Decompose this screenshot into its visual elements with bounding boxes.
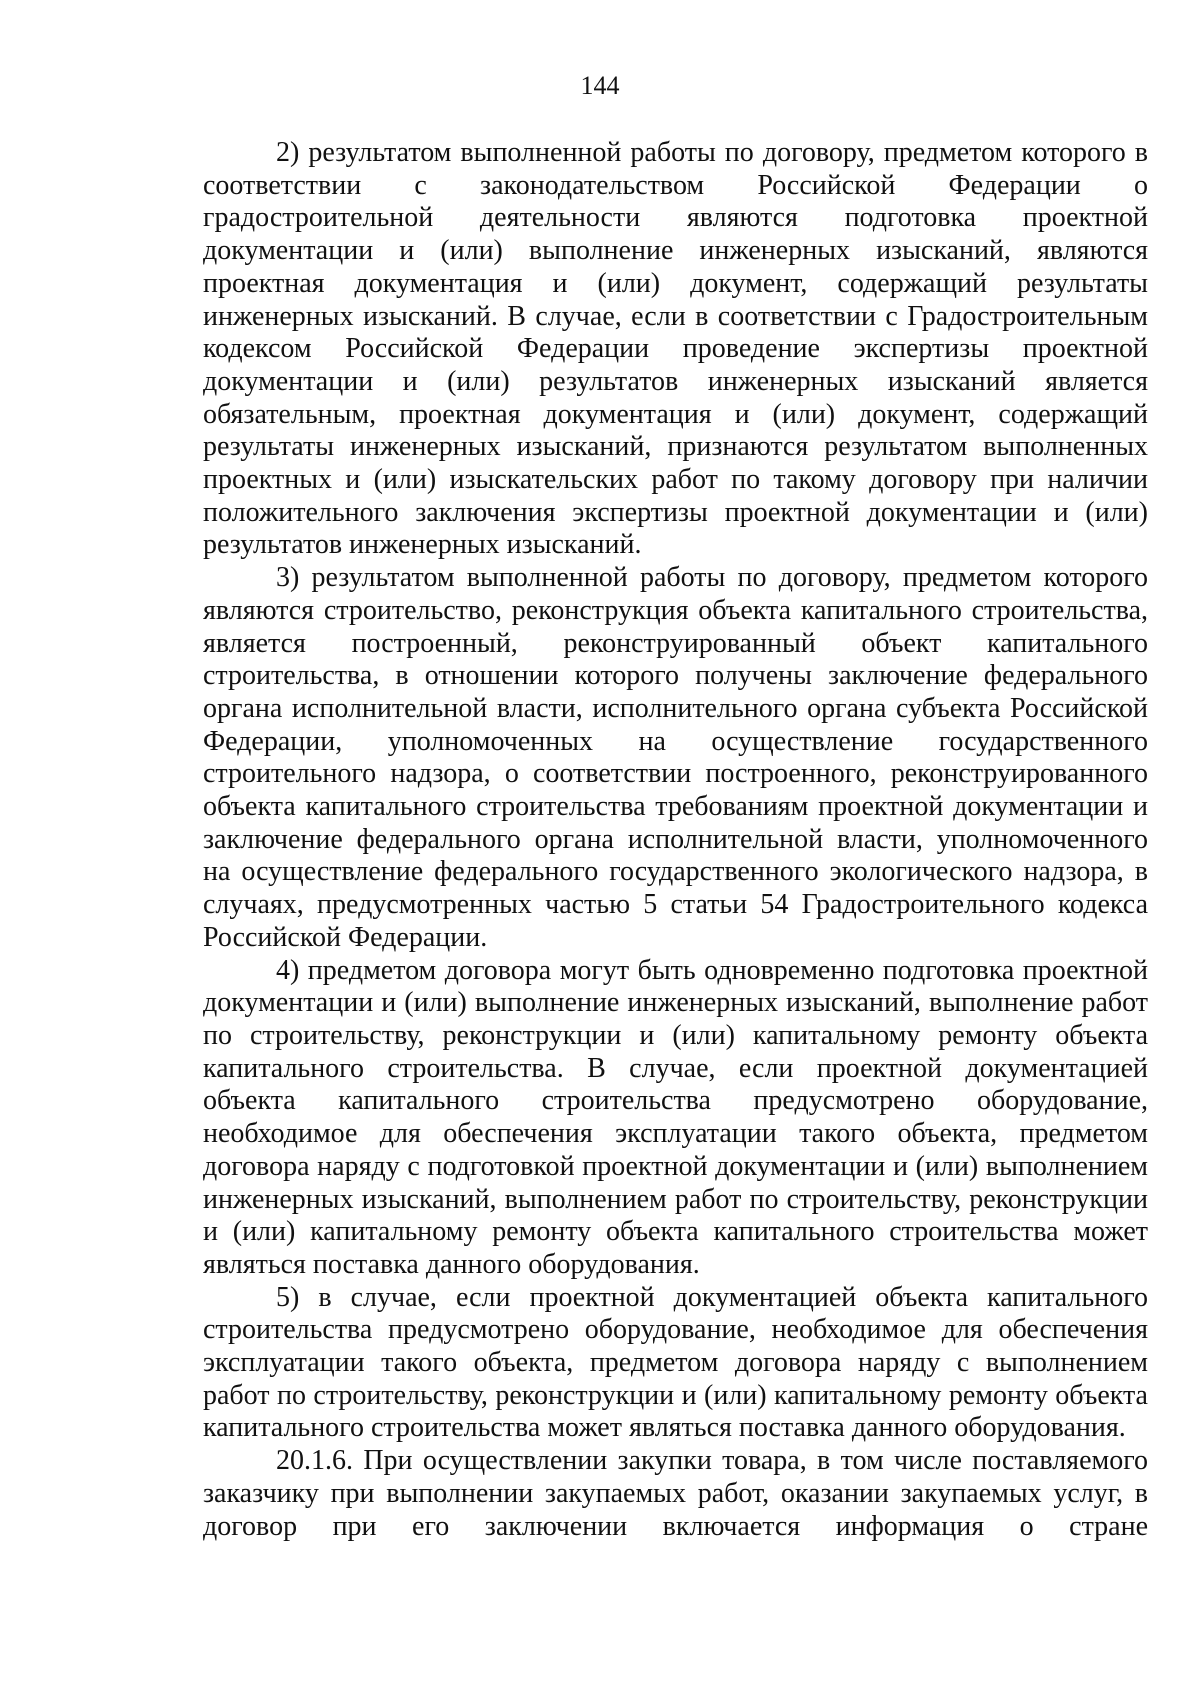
document-body [203, 137, 1148, 1543]
paragraph-item-5: 5) в случае, если проектной документацией объекта капитального строительства предусмотрено оборудование, необходимое для обеспечения эксплуатации такого объекта, предметом договора наряду с выполнением работ по строительству, реконструкции и (или) капитальному ремонту объекта капитального строительства может являться поставка данного оборудования. [203, 1281, 1148, 1444]
paragraph-item-3: 3) результатом выполненной работы по договору, предметом которого являются строительство, реконструкция объекта капитального строительства, является построенный, реконструированный объект капитального строительства, в отношении которого получены заключение федерального органа исполнительной власти, исполнительного органа субъекта Российской Федерации, уполномоченных на осуществление государственного строительного надзора, о соответствии построенного, реконструированного объекта капитального строительства требованиям проектной документации и заключение федерального органа исполнительной власти, уполномоченного на осуществление федерального государственного экологического надзора, в случаях, предусмотренных частью 5 статьи 54 Градостроительного кодекса Российской Федерации. [203, 562, 1148, 953]
paragraph-item-2: 2) результатом выполненной работы по договору, предметом которого в соответствии с законодательством Российской Федерации о градостроительной деятельности являются подготовка проектной документации и (или) выполнение инженерных изысканий, являются проектная документация и (или) документ, содержащий результаты инженерных изысканий. В случае, если в соответствии с Градостроительным кодексом Российской Федерации проведение экспертизы проектной документации и (или) результатов инженерных изысканий является обязательным, проектная документация и (или) документ, содержащий результаты инженерных изысканий, признаются результатом выполненных проектных и (или) изыскательских работ по такому договору при наличии положительного заключения экспертизы проектной документации и (или) результатов инженерных изысканий. [203, 137, 1148, 561]
paragraph-clause-20-1-6: 20.1.6. При осуществлении закупки товара, в том числе поставляемого заказчику при выполнении закупаемых работ, оказании закупаемых услуг, в договор при его заключении включается информация о стране [203, 1445, 1148, 1542]
page-number: 144 [580, 71, 620, 100]
paragraph-item-4: 4) предметом договора могут быть одновременно подготовка проектной документации и (или) выполнение инженерных изысканий, выполнение работ по строительству, реконструкции и (или) капитальному ремонту объекта капитального строительства. В случае, если проектной документацией объекта капитального строительства предусмотрено оборудование, необходимое для обеспечения эксплуатации такого объекта, предметом договора наряду с подготовкой проектной документации и (или) выполнением инженерных изысканий, выполнением работ по строительству, реконструкции и (или) капитальному ремонту объекта капитального строительства может являться поставка данного оборудования. [203, 954, 1148, 1280]
